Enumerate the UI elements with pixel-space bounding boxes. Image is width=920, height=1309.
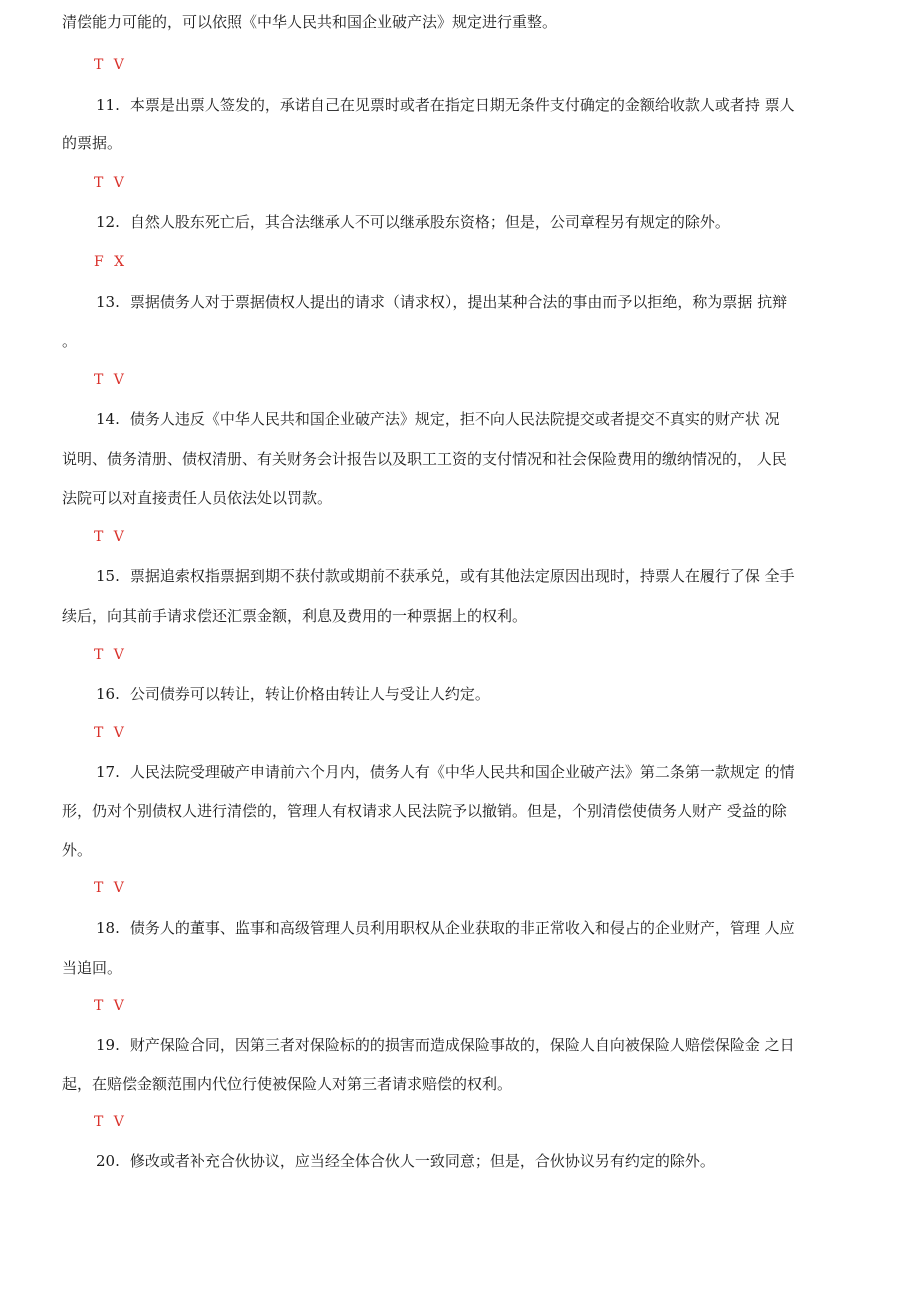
- question-number: 18.: [96, 919, 120, 937]
- answer-mark: T V: [94, 1114, 127, 1130]
- question-text: 形，仍对个别债权人进行清偿的，管理人有权请求人民法院予以撤销。但是，个别清偿使债务人财产 受益的除: [62, 802, 787, 820]
- question-text: 自然人股东死亡后，其合法继承人不可以继承股东资格；但是，公司章程另有规定的除外。: [129, 213, 730, 231]
- question-text: 公司债券可以转让，转让价格由转让人与受让人约定。: [129, 685, 490, 703]
- question-number: 14.: [96, 410, 120, 428]
- answer-mark: T V: [94, 880, 127, 896]
- question-text: 说明、债务清册、债权清册、有关财务会计报告以及职工工资的支付情况和社会保险费用的缴纳情况的， 人民: [62, 450, 787, 468]
- question-number: 13.: [96, 293, 120, 311]
- answer-mark: T V: [94, 647, 127, 663]
- answer-mark: T V: [94, 725, 127, 741]
- question-text: 外。: [62, 841, 93, 859]
- question-text: 财产保险合同，因第三者对保险标的的损害而造成保险事故的，保险人自向被保险人赔偿保险金 之日: [129, 1036, 795, 1054]
- question-text: 本票是出票人签发的，承诺自己在见票时或者在指定日期无条件支付确定的金额给收款人或者持 票人: [129, 96, 795, 114]
- question-text: 的票据。: [62, 134, 123, 152]
- question-text: 续后，向其前手请求偿还汇票金额，利息及费用的一种票据上的权利。: [62, 607, 528, 625]
- question-text: 债务人的董事、监事和高级管理人员利用职权从企业获取的非正常收入和侵占的企业财产，管理 人应: [129, 919, 795, 937]
- question-text: 票据追索权指票据到期不获付款或期前不获承兑，或有其他法定原因出现时，持票人在履行了保 全手: [129, 567, 795, 585]
- question-number: 12.: [96, 213, 120, 231]
- question-text: 债务人违反《中华人民共和国企业破产法》规定，拒不向人民法院提交或者提交不真实的财产状 况: [129, 410, 780, 428]
- question-text: 。: [62, 332, 78, 350]
- question-number: 11.: [96, 96, 120, 114]
- question-number: 19.: [96, 1036, 120, 1054]
- question-text: 当追回。: [62, 959, 123, 977]
- question-text: 起，在赔偿金额范围内代位行使被保险人对第三者请求赔偿的权利。: [62, 1075, 513, 1093]
- question-number: 15.: [96, 567, 120, 585]
- question-number: 20.: [96, 1152, 120, 1170]
- answer-mark: T V: [94, 998, 127, 1014]
- question-text: 票据债务人对于票据债权人提出的请求（请求权），提出某种合法的事由而予以拒绝，称为票据 抗辩: [129, 293, 788, 311]
- question-text: 人民法院受理破产申请前六个月内，债务人有《中华人民共和国企业破产法》第二条第一款规定 的情: [129, 763, 795, 781]
- question-text: 修改或者补充合伙协议，应当经全体合伙人一致同意；但是，合伙协议另有约定的除外。: [129, 1152, 715, 1170]
- question-number: 16.: [96, 685, 120, 703]
- answer-mark: T V: [94, 57, 127, 73]
- answer-mark: T V: [94, 529, 127, 545]
- answer-mark: T V: [94, 175, 127, 191]
- answer-mark: F X: [94, 254, 128, 270]
- question-text: 法院可以对直接责任人员依法处以罚款。: [62, 489, 333, 507]
- answer-mark: T V: [94, 372, 127, 388]
- question-number: 17.: [96, 763, 120, 781]
- paragraph-text: 清偿能力可能的，可以依照《中华人民共和国企业破产法》规定进行重整。: [62, 13, 558, 31]
